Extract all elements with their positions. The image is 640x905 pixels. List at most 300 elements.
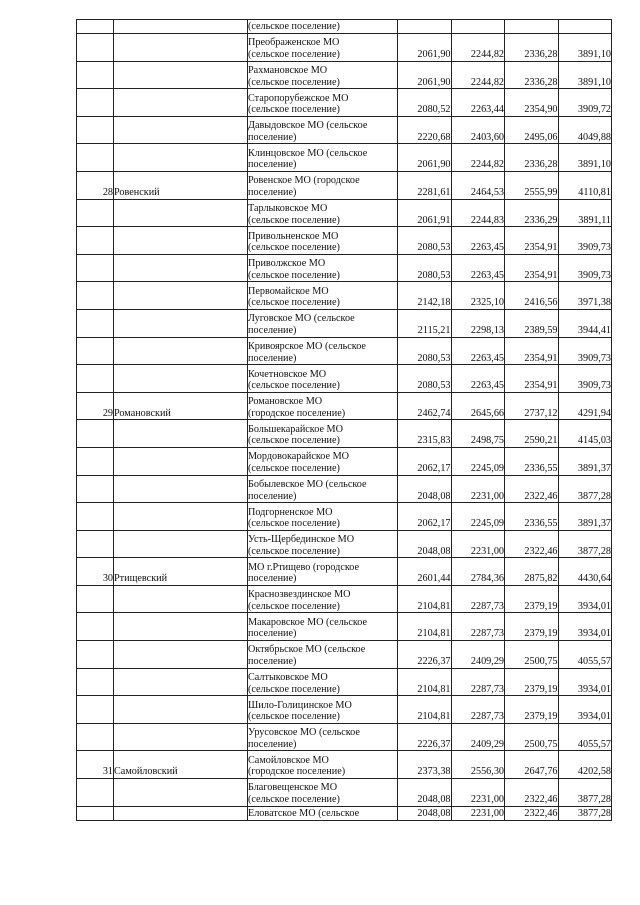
municipality-name-line: (городское поселение) bbox=[248, 766, 346, 778]
table-row bbox=[77, 585, 612, 613]
district-name bbox=[114, 34, 248, 62]
row-number bbox=[77, 723, 114, 751]
value-col-2: 2263,45 bbox=[451, 254, 505, 282]
table-body bbox=[77, 20, 612, 821]
value-col-3: 2336,28 bbox=[505, 61, 559, 89]
municipality-name-line: (сельское поселение) bbox=[248, 104, 340, 116]
table-row bbox=[77, 475, 612, 503]
value-col-3: 2354,91 bbox=[505, 254, 559, 282]
municipality-name-line: поселение) bbox=[248, 628, 297, 640]
row-number bbox=[77, 779, 114, 807]
table-row bbox=[77, 420, 612, 448]
value-col-1: 2061,90 bbox=[398, 61, 452, 89]
table-row bbox=[77, 392, 612, 420]
district-name bbox=[114, 420, 248, 448]
value-col-4: 3891,10 bbox=[558, 34, 612, 62]
municipality-name-line: Рахмановское МО bbox=[248, 65, 328, 76]
value-col-2: 2231,00 bbox=[451, 806, 505, 820]
municipality-name-line: (сельское поселение) bbox=[248, 269, 340, 281]
value-col-2: 2325,10 bbox=[451, 282, 505, 310]
district-name: Ровенский bbox=[114, 171, 248, 199]
value-col-3: 2336,55 bbox=[505, 447, 559, 475]
row-number: 28 bbox=[77, 171, 114, 199]
table-row bbox=[77, 199, 612, 227]
municipality-name-line: поселение) bbox=[248, 352, 297, 364]
value-col-4: 3944,41 bbox=[558, 309, 612, 337]
municipality-name-line: поселение) bbox=[248, 573, 297, 585]
value-col-1: 2048,08 bbox=[398, 475, 452, 503]
municipality-name-line: Привольненское МО bbox=[248, 230, 339, 242]
value-col-1: 2281,61 bbox=[398, 171, 452, 199]
row-number bbox=[77, 89, 114, 117]
row-number bbox=[77, 20, 114, 34]
municipality-name bbox=[248, 585, 398, 613]
municipality-name-line: (сельское поселение) bbox=[248, 462, 340, 474]
value-col-4: 3934,01 bbox=[558, 613, 612, 641]
value-col-3: 2322,46 bbox=[505, 779, 559, 807]
municipality-name-line: (сельское поселение) bbox=[248, 683, 340, 695]
municipality-name bbox=[248, 116, 398, 144]
value-col-2: 2645,66 bbox=[451, 392, 505, 420]
value-col-1: 2104,81 bbox=[398, 668, 452, 696]
value-col-3: 2336,28 bbox=[505, 34, 559, 62]
row-number bbox=[77, 199, 114, 227]
municipality-name-line: Романовское МО bbox=[248, 396, 323, 408]
district-name bbox=[114, 585, 248, 613]
row-number bbox=[77, 641, 114, 669]
value-col-2: 2298,13 bbox=[451, 309, 505, 337]
municipality-name bbox=[248, 89, 398, 117]
municipality-name bbox=[248, 365, 398, 393]
municipality-name-line: Урусовское МО (сельское bbox=[248, 727, 360, 739]
value-col-2: 2244,82 bbox=[451, 144, 505, 172]
municipality-name bbox=[248, 34, 398, 62]
municipality-name-line: Приволжское МО bbox=[248, 258, 326, 270]
value-col-2: 2245,09 bbox=[451, 503, 505, 531]
row-number: 30 bbox=[77, 558, 114, 586]
municipality-name bbox=[248, 751, 398, 779]
district-name bbox=[114, 144, 248, 172]
table-row bbox=[77, 723, 612, 751]
value-col-4: 3877,28 bbox=[558, 530, 612, 558]
value-col-4 bbox=[558, 20, 612, 34]
district-name bbox=[114, 254, 248, 282]
district-name bbox=[114, 530, 248, 558]
district-name: Романовский bbox=[114, 392, 248, 420]
municipality-name-line: (городское поселение) bbox=[248, 407, 346, 419]
district-name bbox=[114, 641, 248, 669]
municipality-name-line: (сельское поселение) bbox=[248, 545, 340, 557]
value-col-2: 2409,29 bbox=[451, 723, 505, 751]
municipality-name bbox=[248, 20, 398, 34]
row-number bbox=[77, 282, 114, 310]
value-col-4: 4110,81 bbox=[558, 171, 612, 199]
value-col-2: 2263,45 bbox=[451, 365, 505, 393]
district-name bbox=[114, 282, 248, 310]
municipality-name-line: Луговское МО (сельское bbox=[248, 313, 355, 325]
value-col-2: 2403,60 bbox=[451, 116, 505, 144]
value-col-3: 2336,28 bbox=[505, 144, 559, 172]
row-number bbox=[77, 613, 114, 641]
municipality-name-line: Благовещенское МО bbox=[248, 782, 338, 794]
municipality-name-line: Краснозвездинское МО bbox=[248, 589, 351, 601]
value-col-3: 2322,46 bbox=[505, 806, 559, 820]
value-col-3: 2354,91 bbox=[505, 365, 559, 393]
municipality-name-line: (сельское поселение) bbox=[248, 21, 340, 33]
value-col-1: 2080,52 bbox=[398, 89, 452, 117]
municipality-name-line: (сельское поселение) bbox=[248, 600, 340, 612]
value-col-3: 2322,46 bbox=[505, 530, 559, 558]
value-col-1: 2226,37 bbox=[398, 723, 452, 751]
value-col-4: 3877,28 bbox=[558, 475, 612, 503]
value-col-4: 4291,94 bbox=[558, 392, 612, 420]
district-name bbox=[114, 475, 248, 503]
value-col-4: 3971,38 bbox=[558, 282, 612, 310]
value-col-4: 4055,57 bbox=[558, 641, 612, 669]
row-number bbox=[77, 254, 114, 282]
municipality-name-line: поселение) bbox=[248, 186, 297, 198]
value-col-3: 2354,90 bbox=[505, 89, 559, 117]
municipality-name-line: (сельское поселение) bbox=[248, 242, 340, 254]
row-number bbox=[77, 696, 114, 724]
value-col-2: 2245,09 bbox=[451, 447, 505, 475]
municipality-name bbox=[248, 613, 398, 641]
municipality-name bbox=[248, 447, 398, 475]
value-col-2: 2287,73 bbox=[451, 668, 505, 696]
municipality-name bbox=[248, 282, 398, 310]
value-col-2: 2263,44 bbox=[451, 89, 505, 117]
value-col-4: 3891,37 bbox=[558, 503, 612, 531]
value-col-1: 2226,37 bbox=[398, 641, 452, 669]
municipality-name bbox=[248, 171, 398, 199]
municipality-name bbox=[248, 337, 398, 365]
row-number bbox=[77, 365, 114, 393]
value-col-3: 2379,19 bbox=[505, 613, 559, 641]
value-col-1: 2104,81 bbox=[398, 613, 452, 641]
value-col-4: 3891,11 bbox=[558, 199, 612, 227]
row-number bbox=[77, 668, 114, 696]
municipality-name bbox=[248, 503, 398, 531]
municipality-name bbox=[248, 254, 398, 282]
value-col-1: 2080,53 bbox=[398, 227, 452, 255]
value-col-3: 2647,76 bbox=[505, 751, 559, 779]
municipality-name-line: Кочетновское МО bbox=[248, 368, 327, 380]
district-name bbox=[114, 227, 248, 255]
table-row bbox=[77, 254, 612, 282]
value-col-1: 2601,44 bbox=[398, 558, 452, 586]
value-col-1: 2062,17 bbox=[398, 503, 452, 531]
table-row bbox=[77, 530, 612, 558]
value-col-4: 3909,72 bbox=[558, 89, 612, 117]
municipality-name-line: поселение) bbox=[248, 490, 297, 502]
municipality-name bbox=[248, 641, 398, 669]
municipality-name-line: Усть-Щербединское МО bbox=[248, 534, 355, 546]
value-col-3: 2590,21 bbox=[505, 420, 559, 448]
district-name bbox=[114, 779, 248, 807]
value-col-4: 4055,57 bbox=[558, 723, 612, 751]
value-col-1: 2080,53 bbox=[398, 337, 452, 365]
district-name bbox=[114, 806, 248, 820]
value-col-4: 3934,01 bbox=[558, 668, 612, 696]
value-col-4: 3877,28 bbox=[558, 779, 612, 807]
district-name bbox=[114, 116, 248, 144]
municipality-name-line: Бобылевское МО (сельское bbox=[248, 478, 367, 490]
value-col-3 bbox=[505, 20, 559, 34]
table-row bbox=[77, 337, 612, 365]
municipality-name-line: (сельское поселение) bbox=[248, 214, 340, 226]
municipality-name-line: Давыдовское МО (сельское bbox=[248, 120, 368, 132]
value-col-1: 2061,91 bbox=[398, 199, 452, 227]
value-col-1: 2062,17 bbox=[398, 447, 452, 475]
row-number bbox=[77, 34, 114, 62]
municipality-name-line: Первомайское МО bbox=[248, 285, 329, 297]
value-col-3: 2737,12 bbox=[505, 392, 559, 420]
municipality-name-line: Мордовокарайское МО bbox=[248, 451, 350, 463]
row-number bbox=[77, 420, 114, 448]
municipality-name bbox=[248, 227, 398, 255]
value-col-1: 2373,38 bbox=[398, 751, 452, 779]
value-col-2: 2231,00 bbox=[451, 475, 505, 503]
tariff-table bbox=[76, 19, 612, 821]
municipality-name-line: Клинцовское МО (сельское bbox=[248, 147, 368, 159]
value-col-2: 2244,82 bbox=[451, 61, 505, 89]
table-row bbox=[77, 613, 612, 641]
value-col-1: 2080,53 bbox=[398, 254, 452, 282]
municipality-name bbox=[248, 806, 398, 820]
value-col-1: 2315,83 bbox=[398, 420, 452, 448]
district-name bbox=[114, 447, 248, 475]
value-col-2: 2498,75 bbox=[451, 420, 505, 448]
value-col-3: 2336,29 bbox=[505, 199, 559, 227]
value-col-3: 2379,19 bbox=[505, 585, 559, 613]
value-col-1: 2048,08 bbox=[398, 779, 452, 807]
municipality-name-line: МО г.Ртищево (городское bbox=[248, 561, 360, 573]
district-name bbox=[114, 503, 248, 531]
value-col-4: 3891,10 bbox=[558, 144, 612, 172]
municipality-name bbox=[248, 530, 398, 558]
municipality-name-line: поселение) bbox=[248, 738, 297, 750]
value-col-3: 2416,56 bbox=[505, 282, 559, 310]
row-number bbox=[77, 585, 114, 613]
row-number bbox=[77, 309, 114, 337]
district-name bbox=[114, 723, 248, 751]
value-col-4: 3909,73 bbox=[558, 227, 612, 255]
table-row bbox=[77, 61, 612, 89]
district-name bbox=[114, 89, 248, 117]
value-col-4: 3909,73 bbox=[558, 337, 612, 365]
row-number bbox=[77, 116, 114, 144]
district-name bbox=[114, 199, 248, 227]
value-col-3: 2336,55 bbox=[505, 503, 559, 531]
row-number bbox=[77, 806, 114, 820]
municipality-name-line: (сельское поселение) bbox=[248, 380, 340, 392]
municipality-name-line: поселение) bbox=[248, 656, 297, 668]
value-col-4: 3891,10 bbox=[558, 61, 612, 89]
table-row bbox=[77, 503, 612, 531]
row-number bbox=[77, 503, 114, 531]
municipality-name-line: (сельское поселение) bbox=[248, 435, 340, 447]
municipality-name bbox=[248, 475, 398, 503]
table-row bbox=[77, 779, 612, 807]
value-col-4: 4430,64 bbox=[558, 558, 612, 586]
row-number bbox=[77, 475, 114, 503]
value-col-1 bbox=[398, 20, 452, 34]
value-col-2: 2287,73 bbox=[451, 696, 505, 724]
value-col-3: 2322,46 bbox=[505, 475, 559, 503]
municipality-name-line: (сельское поселение) bbox=[248, 518, 340, 530]
municipality-name-line: Еловатское МО (сельское bbox=[248, 808, 360, 820]
municipality-name-line: (сельское поселение) bbox=[248, 49, 340, 60]
district-name bbox=[114, 668, 248, 696]
municipality-name bbox=[248, 779, 398, 807]
municipality-name-line: поселение) bbox=[248, 159, 297, 171]
municipality-name bbox=[248, 199, 398, 227]
value-col-3: 2354,91 bbox=[505, 337, 559, 365]
table-row bbox=[77, 447, 612, 475]
value-col-1: 2104,81 bbox=[398, 585, 452, 613]
row-number bbox=[77, 227, 114, 255]
municipality-name-line: Макаровское МО (сельское bbox=[248, 616, 368, 628]
value-col-2: 2263,45 bbox=[451, 227, 505, 255]
municipality-name-line: поселение) bbox=[248, 324, 297, 336]
municipality-name bbox=[248, 309, 398, 337]
municipality-name-line: Преображенское МО bbox=[248, 37, 340, 49]
value-col-4: 4145,03 bbox=[558, 420, 612, 448]
table-row bbox=[77, 116, 612, 144]
municipality-name-line: Старопорубежское МО bbox=[248, 92, 349, 104]
district-name bbox=[114, 337, 248, 365]
municipality-name-line: (сельское поселение) bbox=[248, 76, 340, 88]
value-col-2: 2464,53 bbox=[451, 171, 505, 199]
value-col-1: 2142,18 bbox=[398, 282, 452, 310]
value-col-2: 2263,45 bbox=[451, 337, 505, 365]
district-name bbox=[114, 61, 248, 89]
municipality-name bbox=[248, 668, 398, 696]
district-name: Самойловский bbox=[114, 751, 248, 779]
value-col-2: 2231,00 bbox=[451, 530, 505, 558]
value-col-4: 3909,73 bbox=[558, 365, 612, 393]
table-row bbox=[77, 641, 612, 669]
municipality-name-line: (сельское поселение) bbox=[248, 794, 340, 806]
table-row bbox=[77, 309, 612, 337]
value-col-2: 2556,30 bbox=[451, 751, 505, 779]
value-col-4: 4202,58 bbox=[558, 751, 612, 779]
table-row bbox=[77, 806, 612, 820]
value-col-2: 2784,36 bbox=[451, 558, 505, 586]
value-col-1: 2115,21 bbox=[398, 309, 452, 337]
table-row bbox=[77, 20, 612, 34]
value-col-1: 2462,74 bbox=[398, 392, 452, 420]
value-col-1: 2048,08 bbox=[398, 806, 452, 820]
row-number bbox=[77, 337, 114, 365]
value-col-2: 2244,82 bbox=[451, 34, 505, 62]
value-col-4: 3877,28 bbox=[558, 806, 612, 820]
municipality-name-line: Шило-Голицинское МО bbox=[248, 699, 352, 711]
value-col-2: 2287,73 bbox=[451, 585, 505, 613]
value-col-3: 2875,82 bbox=[505, 558, 559, 586]
value-col-2: 2409,29 bbox=[451, 641, 505, 669]
value-col-3: 2389,59 bbox=[505, 309, 559, 337]
row-number bbox=[77, 447, 114, 475]
table-row bbox=[77, 144, 612, 172]
district-name bbox=[114, 696, 248, 724]
value-col-4: 3934,01 bbox=[558, 585, 612, 613]
district-name bbox=[114, 20, 248, 34]
value-col-2: 2244,83 bbox=[451, 199, 505, 227]
row-number: 31 bbox=[77, 751, 114, 779]
value-col-4: 3891,37 bbox=[558, 447, 612, 475]
value-col-3: 2379,19 bbox=[505, 668, 559, 696]
municipality-name bbox=[248, 558, 398, 586]
municipality-name bbox=[248, 696, 398, 724]
table-row bbox=[77, 282, 612, 310]
table-row bbox=[77, 751, 612, 779]
district-name bbox=[114, 613, 248, 641]
municipality-name bbox=[248, 392, 398, 420]
row-number bbox=[77, 530, 114, 558]
district-name bbox=[114, 365, 248, 393]
value-col-2: 2231,00 bbox=[451, 779, 505, 807]
municipality-name bbox=[248, 144, 398, 172]
row-number bbox=[77, 144, 114, 172]
value-col-1: 2048,08 bbox=[398, 530, 452, 558]
municipality-name bbox=[248, 723, 398, 751]
municipality-name bbox=[248, 420, 398, 448]
value-col-4: 3909,73 bbox=[558, 254, 612, 282]
municipality-name bbox=[248, 61, 398, 89]
municipality-name-line: (сельское поселение) bbox=[248, 297, 340, 309]
municipality-name-line: Подгорненское МО bbox=[248, 506, 333, 518]
table-row bbox=[77, 34, 612, 62]
value-col-2: 2287,73 bbox=[451, 613, 505, 641]
value-col-1: 2061,90 bbox=[398, 34, 452, 62]
table-row bbox=[77, 365, 612, 393]
value-col-3: 2495,06 bbox=[505, 116, 559, 144]
value-col-1: 2220,68 bbox=[398, 116, 452, 144]
value-col-2 bbox=[451, 20, 505, 34]
value-col-3: 2354,91 bbox=[505, 227, 559, 255]
value-col-3: 2379,19 bbox=[505, 696, 559, 724]
municipality-name-line: (сельское поселение) bbox=[248, 711, 340, 723]
municipality-name-line: Кривоярское МО (сельское bbox=[248, 340, 366, 352]
table-row bbox=[77, 171, 612, 199]
table-row bbox=[77, 89, 612, 117]
row-number: 29 bbox=[77, 392, 114, 420]
municipality-name-line: Тарлыковское МО bbox=[248, 202, 328, 214]
table-row bbox=[77, 668, 612, 696]
municipality-name-line: Салтыковское МО bbox=[248, 672, 328, 684]
municipality-name-line: Ровенское МО (городское bbox=[248, 175, 360, 187]
value-col-4: 3934,01 bbox=[558, 696, 612, 724]
value-col-3: 2555,99 bbox=[505, 171, 559, 199]
municipality-name-line: Самойловское МО bbox=[248, 754, 329, 766]
municipality-name-line: Октябрьское МО (сельское bbox=[248, 644, 366, 656]
value-col-1: 2080,53 bbox=[398, 365, 452, 393]
value-col-4: 4049,88 bbox=[558, 116, 612, 144]
value-col-3: 2500,75 bbox=[505, 723, 559, 751]
value-col-1: 2104,81 bbox=[398, 696, 452, 724]
row-number bbox=[77, 61, 114, 89]
value-col-3: 2500,75 bbox=[505, 641, 559, 669]
district-name: Ртищевский bbox=[114, 558, 248, 586]
table-row bbox=[77, 227, 612, 255]
table-row bbox=[77, 558, 612, 586]
value-col-1: 2061,90 bbox=[398, 144, 452, 172]
district-name bbox=[114, 309, 248, 337]
municipality-name-line: поселение) bbox=[248, 131, 297, 143]
table-row bbox=[77, 696, 612, 724]
municipality-name-line: Большекарайское МО bbox=[248, 423, 343, 435]
